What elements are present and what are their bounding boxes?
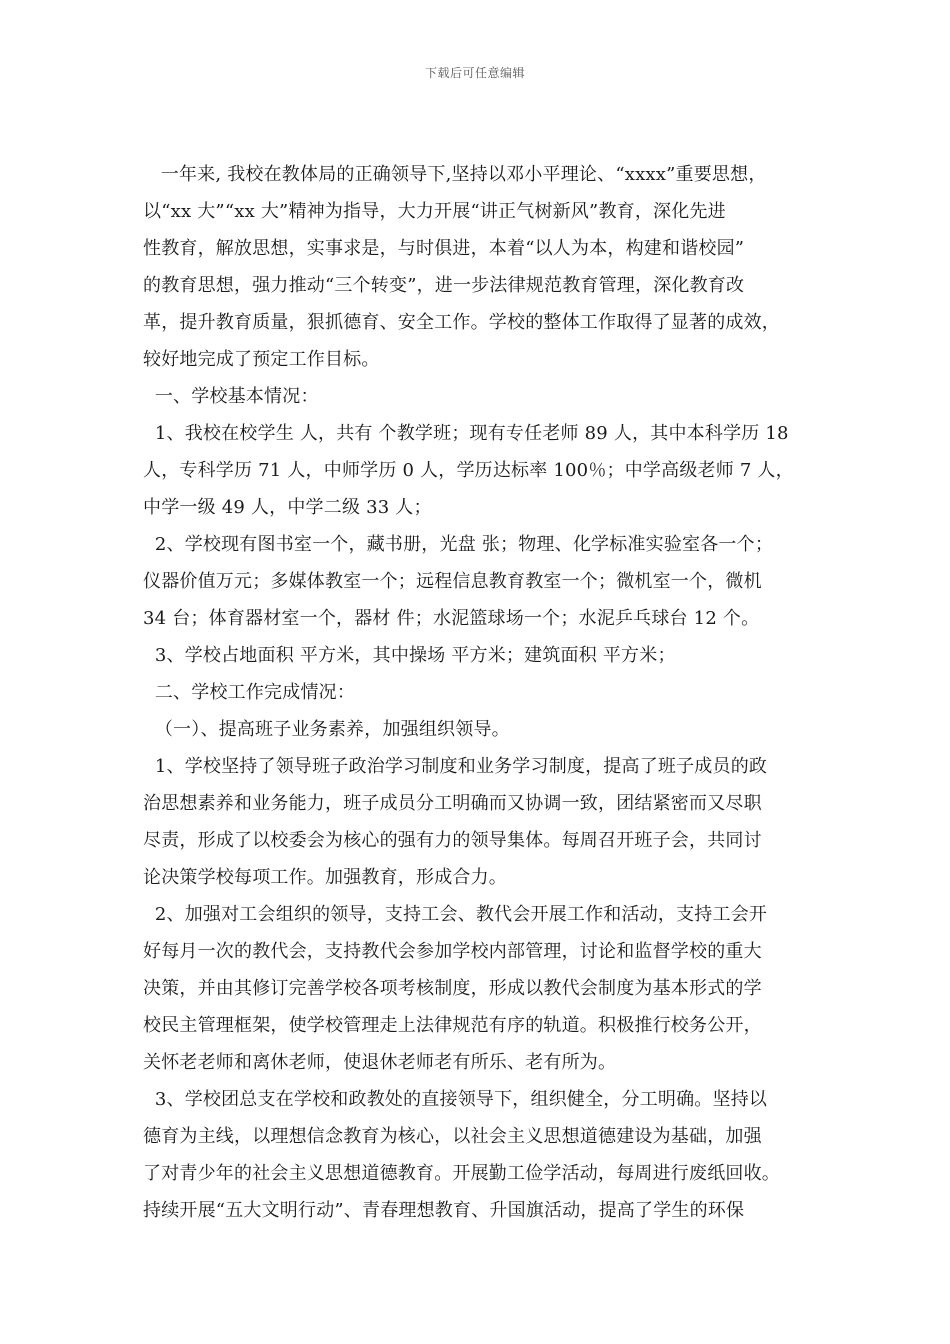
section-heading: 二、学校工作完成情况： <box>143 682 356 703</box>
text-line: 1、我校在校学生 人，共有 个教学班；现有专任老师 89 人，其中本科学历 18 <box>143 423 789 444</box>
text-line: 3、学校占地面积 平方米，其中操场 平方米；建筑面积 平方米； <box>143 645 676 666</box>
text-line: 革，提升教育质量，狠抓德育、安全工作。学校的整体工作取得了显著的成效， <box>143 312 780 333</box>
page-header-note: 下载后可任意编辑 <box>424 66 525 80</box>
text-line: 决策，并由其修订完善学校各项考核制度，形成以教代会制度为基本形式的学 <box>143 978 762 999</box>
text-line: 了对青少年的社会主义思想道德教育。开展勤工俭学活动，每周进行废纸回收。 <box>143 1163 780 1184</box>
text-line: 校民主管理框架，使学校管理走上法律规范有序的轨道。积极推行校务公开， <box>143 1015 762 1036</box>
text-line: 性教育，解放思想，实事求是，与时俱进，本着“以人为本，构建和谐校园” <box>143 238 745 259</box>
text-line: 一年来, 我校在教体局的正确领导下,坚持以邓小平理论、“xxxx”重要思想， <box>143 164 767 185</box>
subsection-heading: （一）、提高班子业务素养，加强组织领导。 <box>143 719 510 740</box>
text-line: 2、加强对工会组织的领导，支持工会、教代会开展工作和活动，支持工会开 <box>143 904 768 925</box>
text-line: 3、学校团总支在学校和政教处的直接领导下，组织健全，分工明确。坚持以 <box>143 1089 768 1110</box>
text-line: 仪器价值万元；多媒体教室一个；远程信息教育教室一个；微机室一个，微机 <box>143 571 762 592</box>
text-line: 好每月一次的教代会，支持教代会参加学校内部管理，讨论和监督学校的重大 <box>143 941 762 962</box>
text-line: 较好地完成了预定工作目标。 <box>143 349 380 370</box>
text-line: 治思想素养和业务能力，班子成员分工明确而又协调一致，团结紧密而又尽职 <box>143 793 762 814</box>
section-heading: 一、学校基本情况： <box>143 386 319 407</box>
text-line: 德育为主线，以理想信念教育为核心，以社会主义思想道德建设为基础，加强 <box>143 1126 762 1147</box>
text-line: 中学一级 49 人，中学二级 33 人； <box>143 497 432 518</box>
text-line: 2、学校现有图书室一个，藏书册，光盘 张；物理、化学标准实验室各一个； <box>143 534 774 555</box>
text-line: 持续开展“五大文明行动”、青春理想教育、升国旗活动，提高了学生的环保 <box>143 1200 745 1221</box>
text-line: 1、学校坚持了领导班子政治学习制度和业务学习制度，提高了班子成员的政 <box>143 756 768 777</box>
text-line: 的教育思想，强力推动“三个转变”，进一步法律规范教育管理，深化教育改 <box>143 275 745 296</box>
text-line: 尽责，形成了以校委会为核心的强有力的领导集体。每周召开班子会，共同讨 <box>143 830 762 851</box>
text-line: 人，专科学历 71 人，中师学历 0 人，学历达标率 100％；中学高级老师 7 人， <box>143 460 794 481</box>
text-line: 以“xx 大”“xx 大”精神为指导，大力开展“讲正气树新风”教育，深化先进 <box>143 201 726 222</box>
document-body <box>143 156 815 1229</box>
text-line: 关怀老老师和离休老师，使退休老师老有所乐、老有所为。 <box>143 1052 617 1073</box>
text-line: 论决策学校每项工作。加强教育，形成合力。 <box>143 867 507 888</box>
text-line: 34 台；体育器材室一个，器材 件；水泥篮球场一个；水泥乒乓球台 12 个。 <box>143 608 760 629</box>
